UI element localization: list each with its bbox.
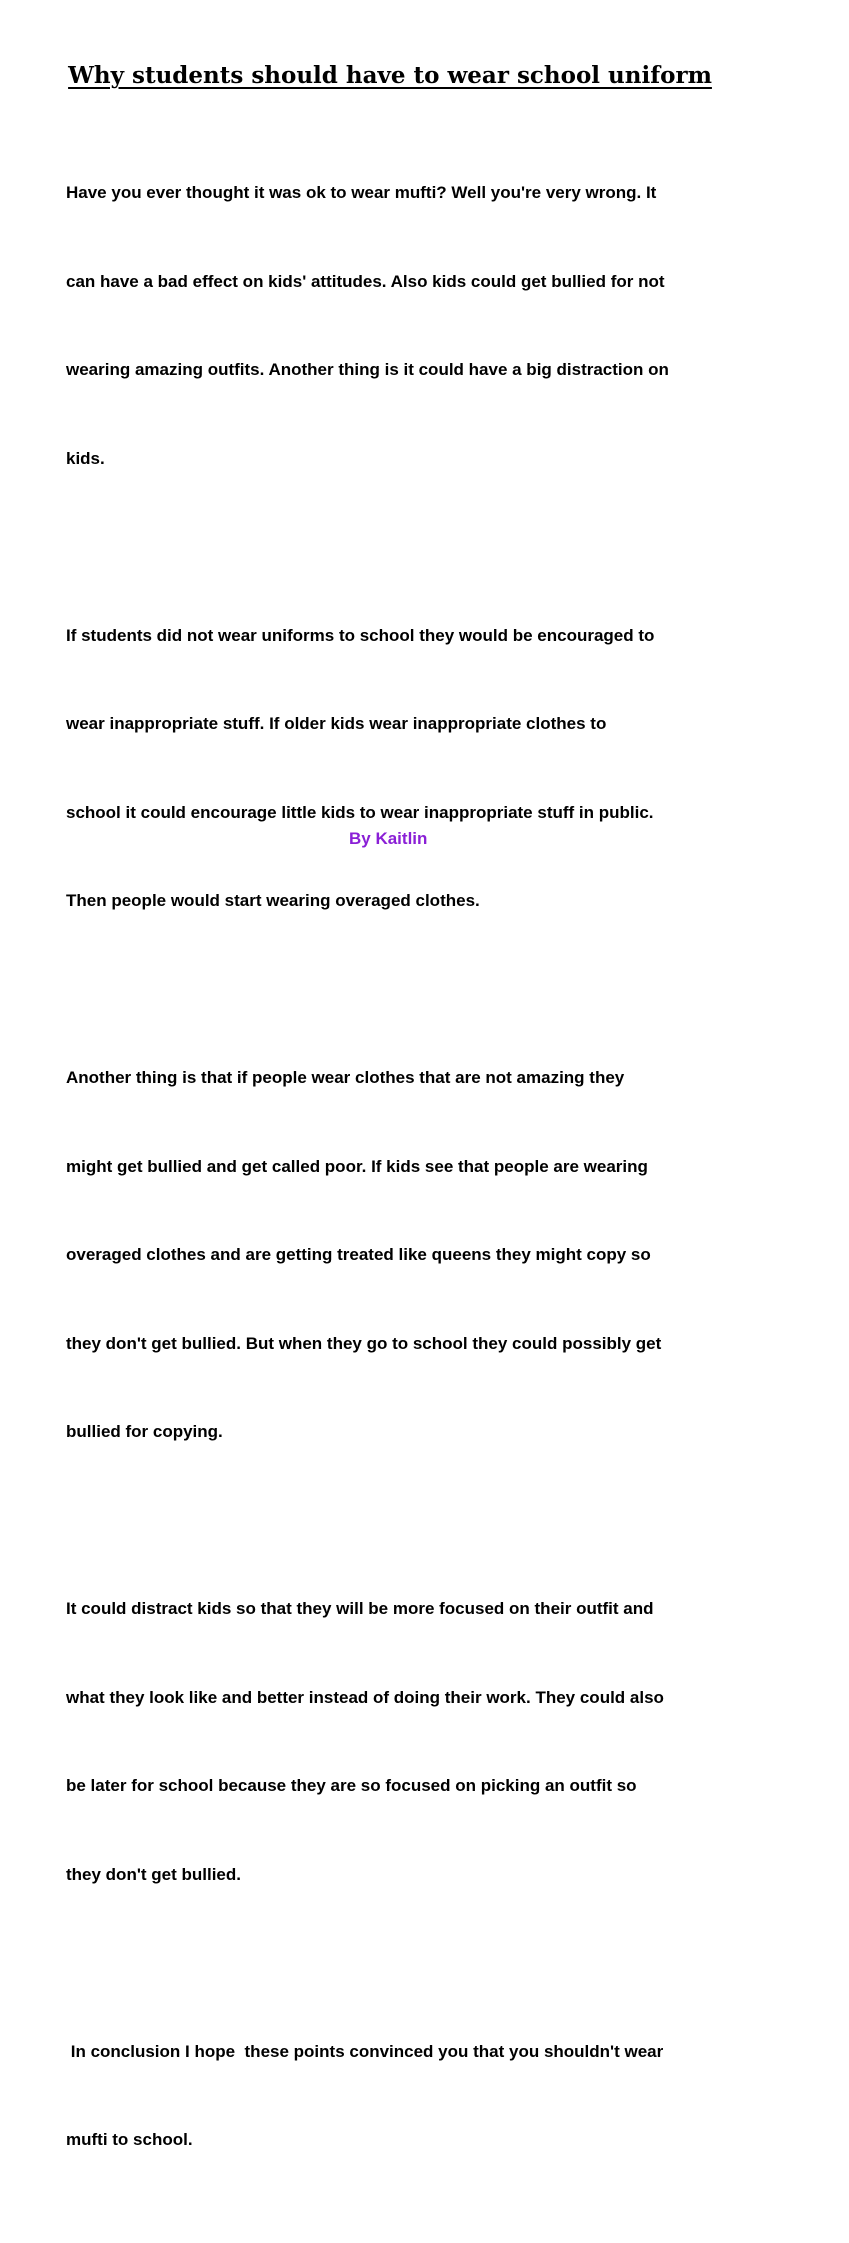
text-line: can have a bad effect on kids' attitudes. Also kids could get bullied for not — [66, 271, 665, 291]
paragraph-4 — [66, 1535, 736, 1948]
text-line: It could distract kids so that they will be more focused on their outfit and — [66, 1599, 654, 1618]
text-line: mufti to school. — [66, 2130, 193, 2149]
text-line: If students did not wear uniforms to school they would be encouraged to — [66, 625, 655, 645]
text-line: wear inappropriate stuff. If older kids wear inappropriate clothes to — [66, 714, 607, 733]
essay-body — [66, 119, 736, 2243]
paragraph-5 — [66, 1978, 736, 2214]
text-line: kids. — [66, 448, 105, 468]
text-line: overaged clothes and are getting treated like queens they might copy so — [66, 1245, 651, 1264]
paragraph-1 — [66, 119, 736, 532]
text-line: what they look like and better instead of doing their work. They could also — [66, 1687, 664, 1707]
text-line: might get bullied and get called poor. If kids see that people are wearing — [66, 1156, 648, 1176]
text-line: be later for school because they are so focused on picking an outfit so — [66, 1776, 637, 1795]
text-line: bullied for copying. — [66, 1422, 223, 1441]
text-line: Have you ever thought it was ok to wear mufti? Well you're very wrong. It — [66, 183, 657, 202]
text-line: Another thing is that if people wear clothes that are not amazing they — [66, 1068, 625, 1087]
document-title: Why students should have to wear school uniform — [68, 62, 712, 89]
text-line: they don't get bullied. But when they go to school they could possibly get — [66, 1333, 662, 1353]
paragraph-2 — [66, 562, 736, 975]
text-line: Then people would start wearing overaged clothes. — [66, 891, 480, 910]
text-line: In conclusion I hope these points convinced you that you shouldn't wear — [66, 2041, 664, 2061]
text-line: they don't get bullied. — [66, 1864, 241, 1884]
text-line: school it could encourage little kids to wear inappropriate stuff in public. — [66, 802, 654, 822]
paragraph-3 — [66, 1004, 736, 1506]
author-signature: By Kaitlin — [349, 829, 428, 848]
text-line: wearing amazing outfits. Another thing is it could have a big distraction on — [66, 360, 669, 379]
